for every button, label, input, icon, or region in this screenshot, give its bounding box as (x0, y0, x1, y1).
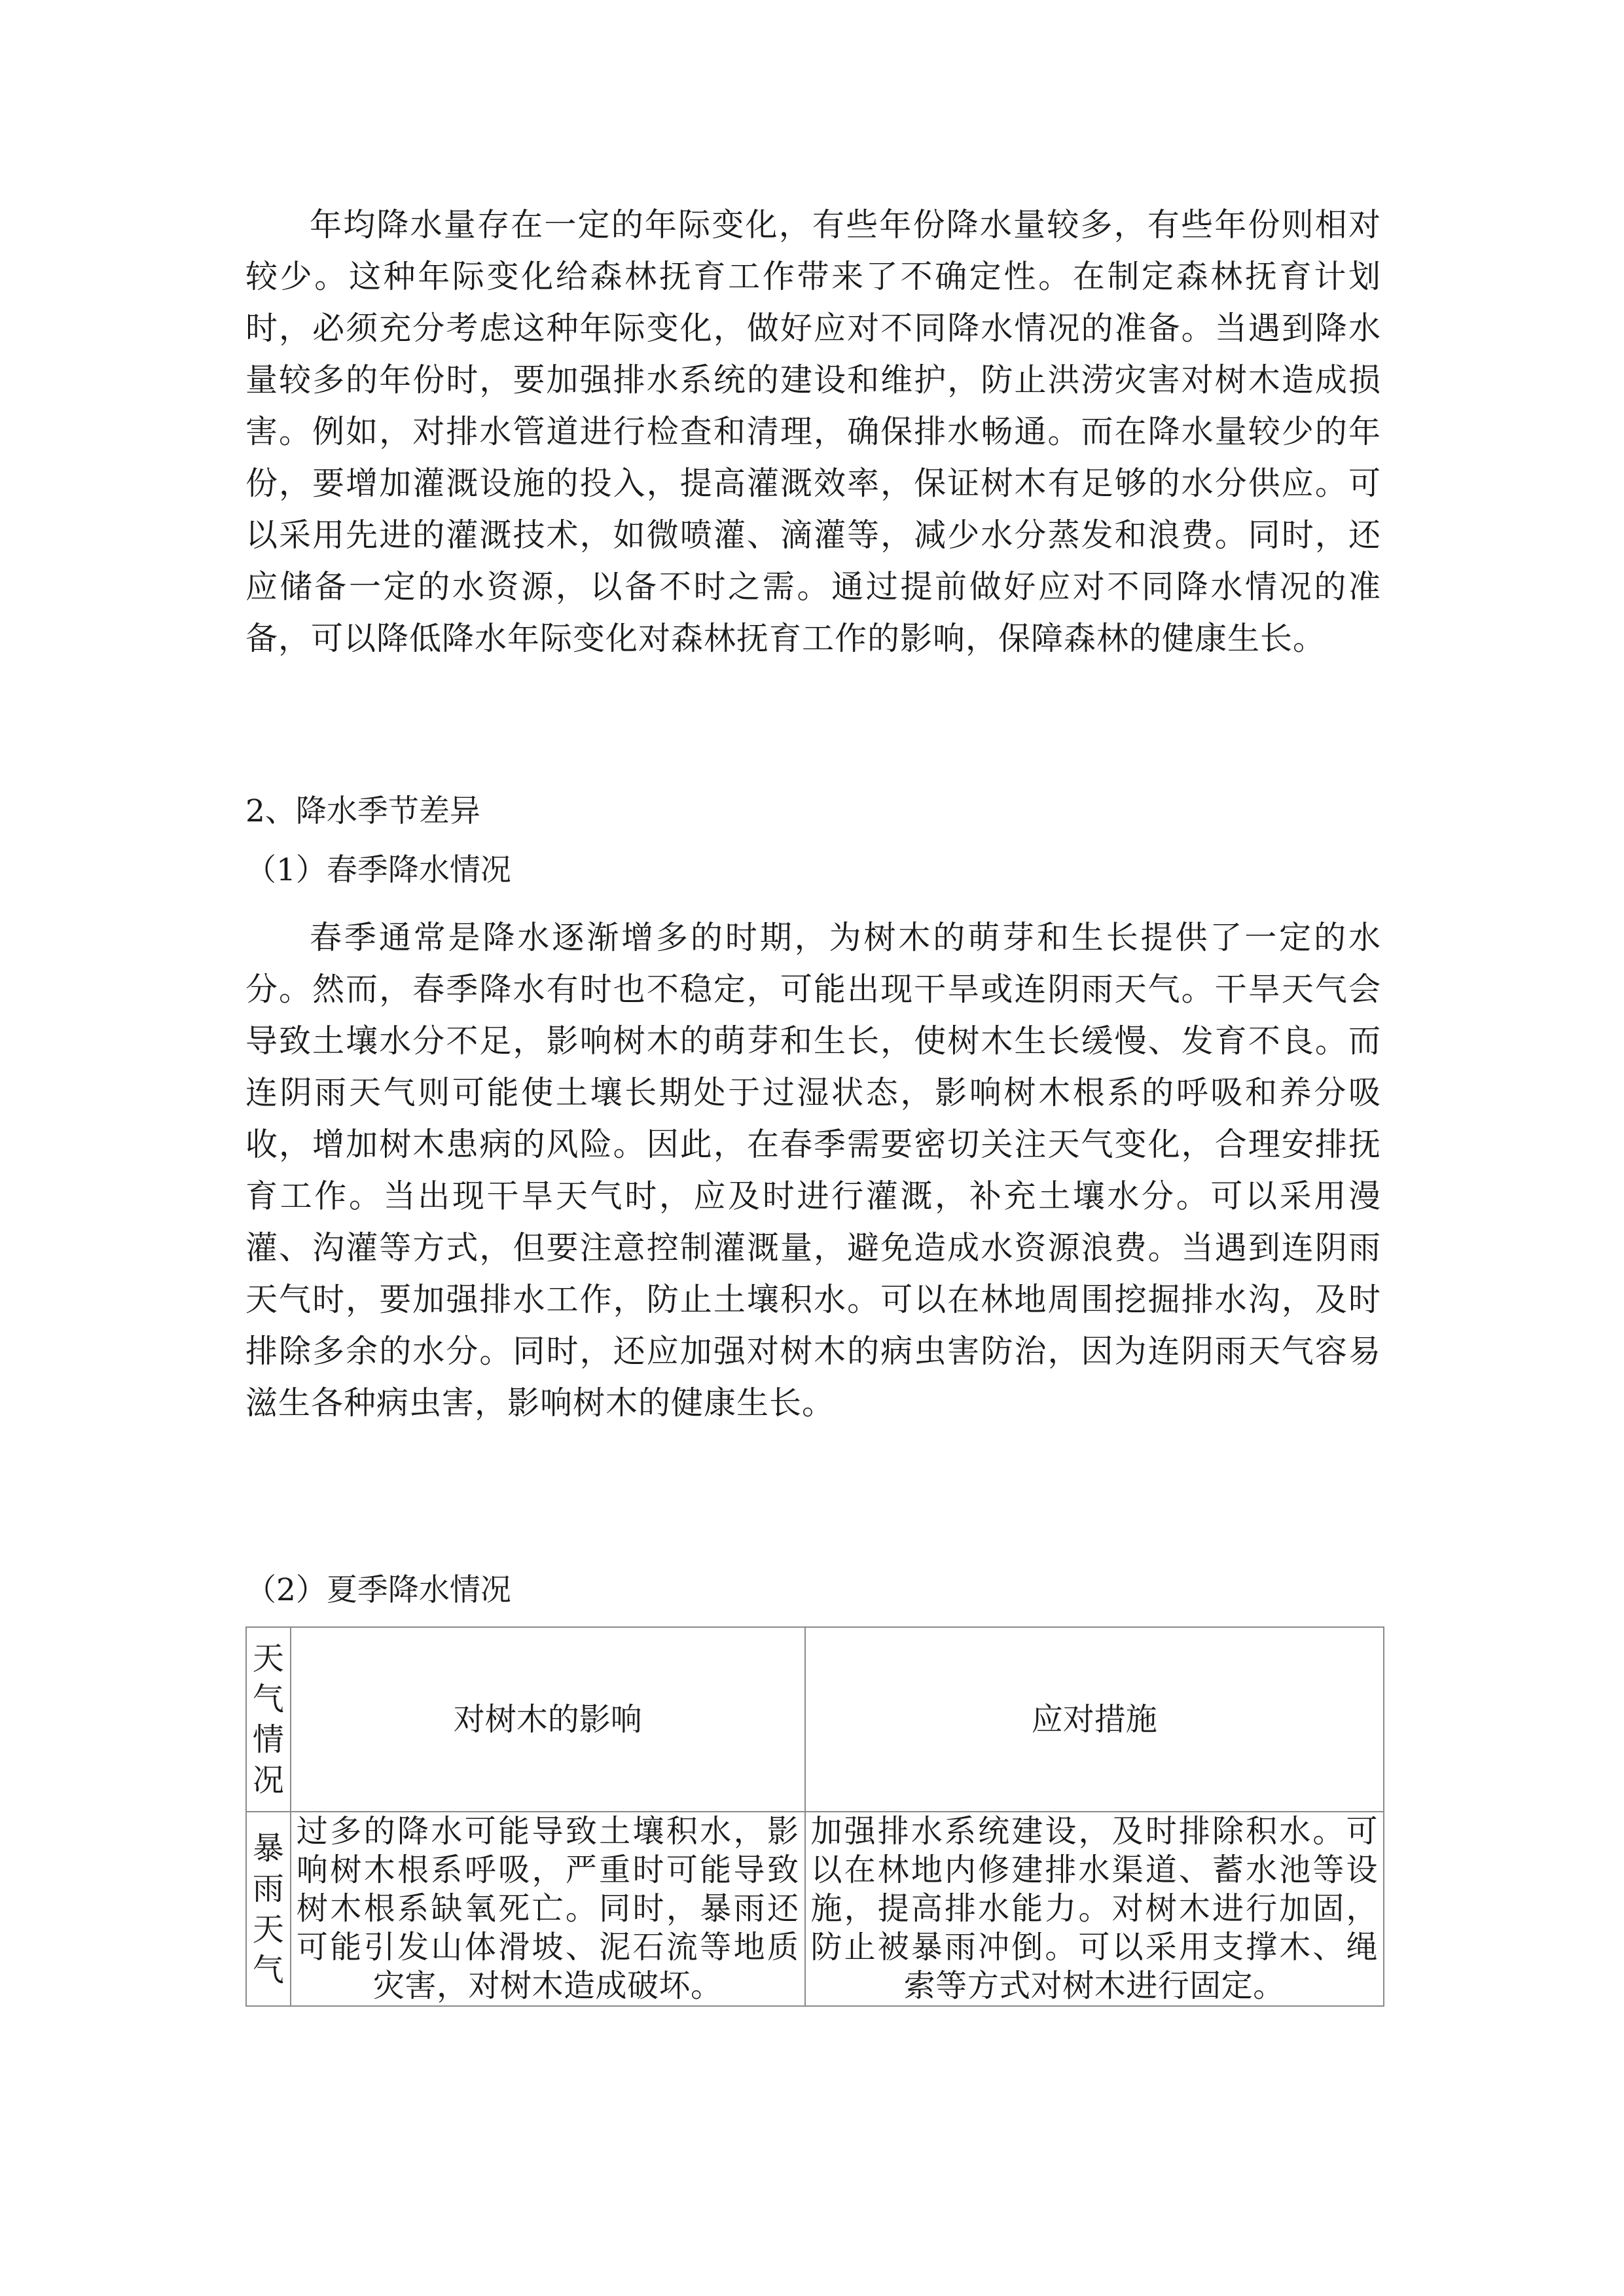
cell-weather-rainstorm: 暴雨天气 (246, 1812, 291, 2006)
table-header-row (246, 1627, 1384, 1812)
summer-precipitation-table (245, 1626, 1384, 2007)
subheading-summer-precipitation: （2）夏季降水情况 (245, 1572, 511, 1608)
cell-measures-rainstorm: 加强排水系统建设，及时排除积水。可以在林地内修建排水渠道、蓄水池等设施，提高排水能力。对树木进行加固，防止被暴雨冲倒。可以采用支撑木、绳索等方式对树木进行固定。 (805, 1812, 1384, 2006)
header-countermeasures: 应对措施 (805, 1627, 1384, 1812)
paragraph-spring-precipitation: 春季通常是降水逐渐增多的时期，为树木的萌芽和生长提供了一定的水分。然而，春季降水有时也不稳定，可能出现干旱或连阴雨天气。干旱天气会导致土壤水分不足，影响树木的萌芽和生长，使树木生长缓慢、发育不良。而连阴雨天气则可能使土壤长期处于过湿状态，影响树木根系的呼吸和养分吸收，增加树木患病的风险。因此，在春季需要密切关注天气变化，合理安排抚育工作。当出现干旱天气时，应及时进行灌溉，补充土壤水分。可以采用漫灌、沟灌等方式，但要注意控制灌溉量，避免造成水资源浪费。当遇到连阴雨天气时，要加强排水工作，防止土壤积水。可以在林地周围挖掘排水沟，及时排除多余的水分。同时，还应加强对树木的病虫害防治，因为连阴雨天气容易滋生各种病虫害，影响树木的健康生长。 (245, 919, 1381, 1422)
subheading-spring-precipitation: （1）春季降水情况 (245, 852, 511, 888)
header-impact-on-trees: 对树木的影响 (291, 1627, 805, 1812)
table-row (246, 1812, 1384, 2006)
paragraph-annual-variation: 年均降水量存在一定的年际变化，有些年份降水量较多，有些年份则相对较少。这种年际变化给森林抚育工作带来了不确定性。在制定森林抚育计划时，必须充分考虑这种年际变化，做好应对不同降水情况的准备。当遇到降水量较多的年份时，要加强排水系统的建设和维护，防止洪涝灾害对树木造成损害。例如，对排水管道进行检查和清理，确保排水畅通。而在降水量较少的年份，要增加灌溉设施的投入，提高灌溉效率，保证树木有足够的水分供应。可以采用先进的灌溉技术，如微喷灌、滴灌等，减少水分蒸发和浪费。同时，还应储备一定的水资源，以备不时之需。通过提前做好应对不同降水情况的准备，可以降低降水年际变化对森林抚育工作的影响，保障森林的健康生长。 (245, 206, 1381, 657)
cell-impact-rainstorm: 过多的降水可能导致土壤积水，影响树木根系呼吸，严重时可能导致树木根系缺氧死亡。同时，暴雨还可能引发山体滑坡、泥石流等地质灾害，对树木造成破坏。 (291, 1812, 805, 2006)
section-heading-seasonal-difference: 2、降水季节差异 (245, 793, 480, 829)
header-weather-condition: 天气情况 (246, 1627, 291, 1812)
